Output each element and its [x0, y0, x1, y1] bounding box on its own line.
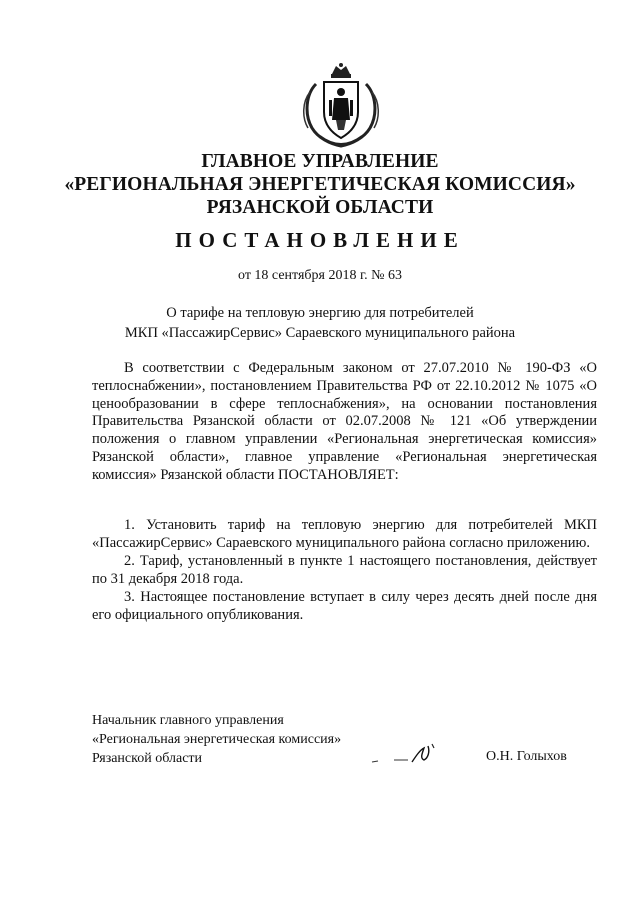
resolution-item-3: 3. Настоящее постановление вступает в силу через десять дней после дня его официального опубликования. [92, 589, 597, 623]
org-line-1: ГЛАВНОЕ УПРАВЛЕНИЕ [201, 151, 439, 172]
subject-line-1: О тарифе на тепловую энергию для потребителей [166, 305, 474, 321]
position-line-3: Рязанской области [92, 751, 203, 766]
coat-of-arms-icon [296, 62, 386, 148]
resolution-items [92, 516, 597, 624]
position-line-1: Начальник главного управления [92, 713, 284, 728]
handwritten-signature [368, 738, 448, 768]
document-type-title: ПОСТАНОВЛЕНИЕ [175, 228, 465, 252]
position-line-2: «Региональная энергетическая комиссия» [92, 732, 342, 747]
resolution-item-1: 1. Установить тариф на тепловую энергию для потребителей МКП «ПассажирСервис» Сараевского муниципального района согласно приложению. [92, 517, 597, 551]
preamble-paragraph: В соответствии с Федеральным законом от 27.07.2010 № 190-ФЗ «О теплоснабжении», постановлением Правительства РФ от 22.10.2012 № 1075 «О ценообразовании в сфере теплоснабжения», на основании постановления Правительства Рязанской области от 02.07.2008 № 121 «Об утверждении положения о главном управлении «Региональная энергетическая комиссия» Рязанской области», главное управление «Региональная энергетическая комиссия» Рязанской области ПОСТАНОВЛЯЕТ: [92, 360, 597, 483]
subject-line-2: МКП «ПассажирСервис» Сараевского муниципального района [124, 325, 516, 341]
document-date-number: от 18 сентября 2018 г. № 63 [238, 268, 402, 283]
signatory-name: О.Н. Голыхов [486, 749, 567, 764]
org-line-2: «РЕГИОНАЛЬНАЯ ЭНЕРГЕТИЧЕСКАЯ КОМИССИЯ» [64, 174, 576, 195]
org-line-3: РЯЗАНСКОЙ ОБЛАСТИ [206, 197, 434, 218]
resolution-item-2: 2. Тариф, установленный в пункте 1 настоящего постановления, действует по 31 декабря 2018 года. [92, 553, 597, 587]
document-subject [40, 303, 600, 343]
organization-name [40, 150, 600, 219]
signatory-position [92, 711, 341, 768]
